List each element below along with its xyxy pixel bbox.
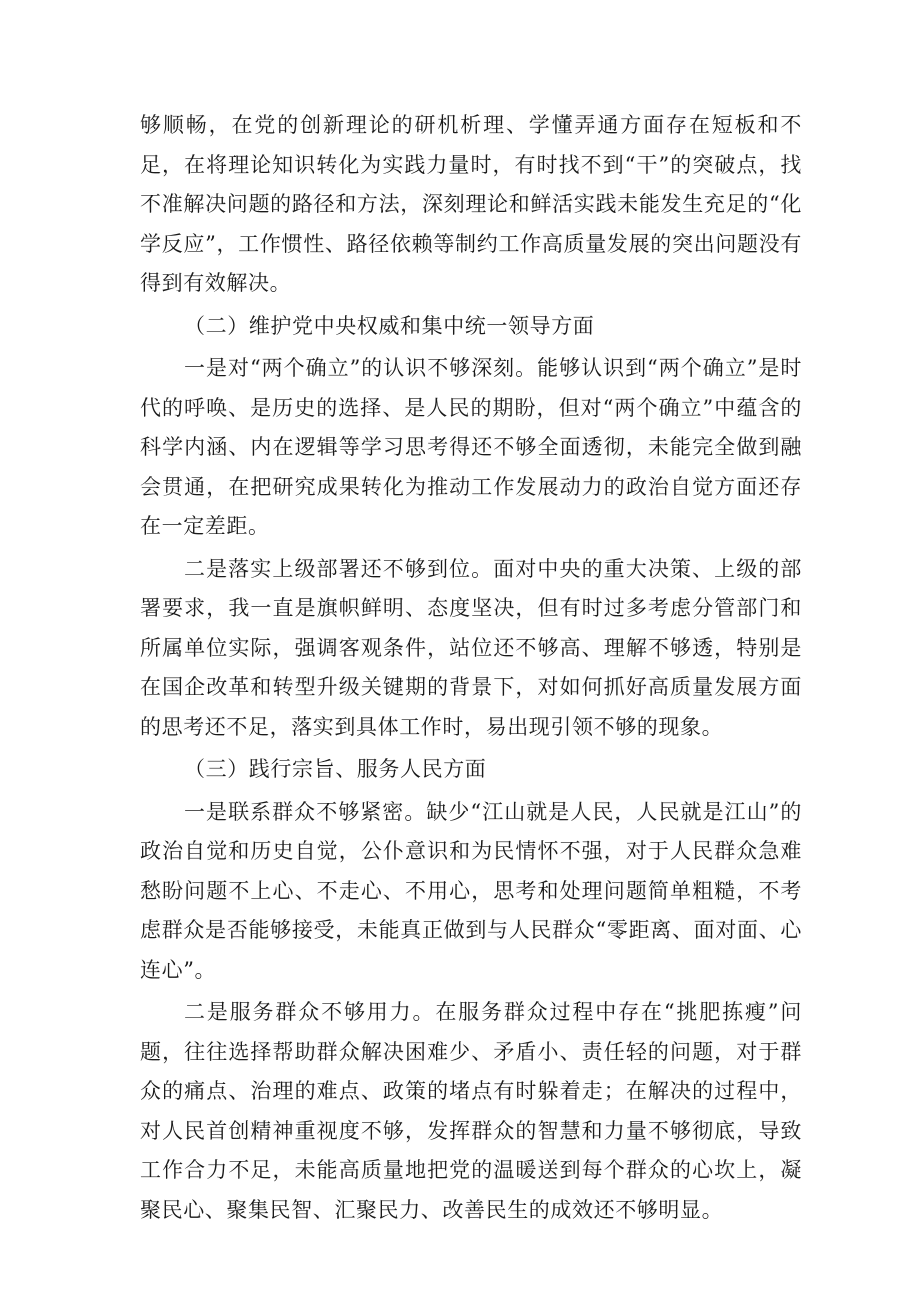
paragraph: 二是服务群众不够用力。在服务群众过程中存在“挑肥拣瘦”问题，往往选择帮助群众解决困难少、矛盾小、责任轻的问题，对于群众的痛点、治理的难点、政策的堵点有时躲着走；在解决的过程中，对人民首创精神重视度不够，发挥群众的智慧和力量不够彻底，导致工作合力不足，未能高质量地把党的温暖送到每个群众的心坎上，凝聚民心、聚集民智、汇聚民力、改善民生的成效还不够明显。 xyxy=(140,1000,802,1222)
paragraph-continued: 够顺畅，在党的创新理论的研机析理、学懂弄通方面存在短板和不足，在将理论知识转化为实践力量时，有时找不到“干”的突破点，找不准解决问题的路径和方法，深刻理论和鲜活实践未能发生充足的“化学反应”，工作惯性、路径依赖等制约工作高质量发展的突出问题没有得到有效解决。 xyxy=(140,113,802,295)
section-heading-3: （三）践行宗旨、服务人民方面 xyxy=(184,757,487,781)
paragraph: 一是对“两个确立”的认识不够深刻。能够认识到“两个确立”是时代的呼唤、是历史的选择、是人民的期盼，但对“两个确立”中蕴含的科学内涵、内在逻辑等学习思考得还不够全面透彻，未能完全做到融会贯通，在把研究成果转化为推动工作发展动力的政治自觉方面还存在一定差距。 xyxy=(140,356,802,538)
paragraph: 一是联系群众不够紧密。缺少“江山就是人民，人民就是江山”的政治自觉和历史自觉，公仆意识和为民情怀不强，对于人民群众急难愁盼问题不上心、不走心、不用心，思考和处理问题简单粗糙，不考虑群众是否能够接受，未能真正做到与人民群众“零距离、面对面、心连心”。 xyxy=(140,799,802,982)
section-heading-2: （二）维护党中央权威和集中统一领导方面 xyxy=(184,313,595,338)
paragraph: 二是落实上级部署还不够到位。面对中央的重大决策、上级的部署要求，我一直是旗帜鲜明、态度坚决，但有时过多考虑分管部门和所属单位实际，强调客观条件，站位还不够高、理解不够透，特别是在国企改革和转型升级关键期的背景下，对如何抓好高质量发展方面的思考还不足，落实到具体工作时，易出现引领不够的现象。 xyxy=(140,556,802,739)
